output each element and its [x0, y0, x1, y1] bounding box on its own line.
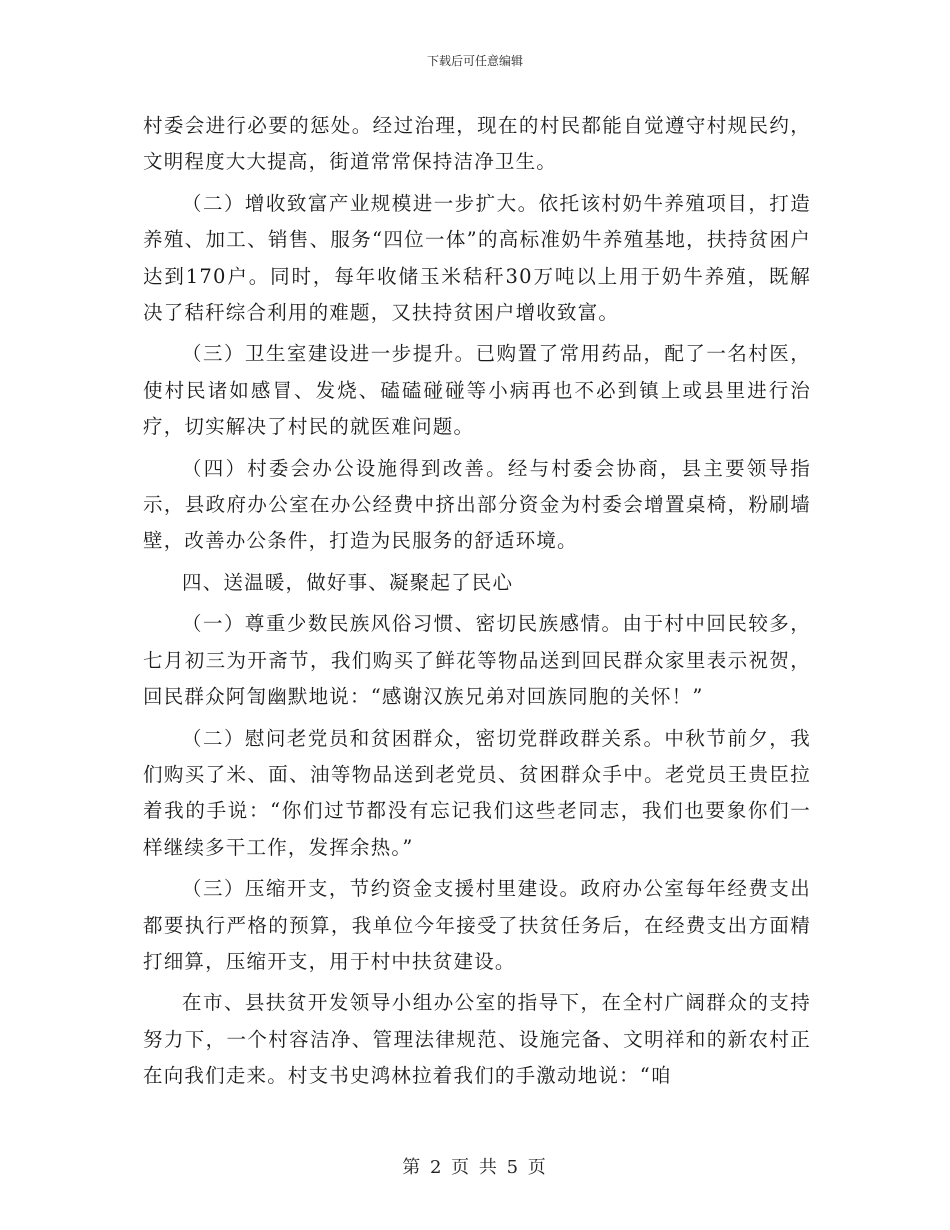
document-body	[143, 108, 811, 1100]
paragraph: 村委会进行必要的惩处。经过治理，现在的村民都能自觉遵守村规民约，文明程度大大提高，街道常常保持洁净卫生。	[143, 114, 811, 174]
paragraph: （四）村委会办公设施得到改善。经与村委会协商，县主要领导指示，县政府办公室在办公经费中挤出部分资金为村委会增置桌椅，粉刷墙壁，改善办公条件，打造为民服务的舒适环境。	[143, 456, 811, 553]
paragraph: （三）压缩开支，节约资金支援村里建设。政府办公室每年经费支出都要执行严格的预算，我单位今年接受了扶贫任务后，在经费支出方面精打细算，压缩开支，用于村中扶贫建设。	[143, 877, 811, 973]
page-number-footer: 第 2 页 共 5 页	[402, 1157, 548, 1178]
paragraph: 在市、县扶贫开发领导小组办公室的指导下，在全村广阔群众的支持努力下，一个村容洁净、管理法律规范、设施完备、文明祥和的新农村正在向我们走来。村支书史鸿林拉着我们的手激动地说：“咱	[143, 991, 811, 1088]
page-header-note: 下载后可任意编辑	[426, 54, 523, 68]
paragraph: （一）尊重少数民族风俗习惯、密切民族感情。由于村中回民较多，七月初三为开斋节，我们购买了鲜花等物品送到回民群众家里表示祝贺，回民群众阿訇幽默地说：“感谢汉族兄弟对回族同胞的关怀！”	[143, 612, 811, 709]
paragraph: （三）卫生室建设进一步提升。已购置了常用药品，配了一名村医，使村民诸如感冒、发烧、磕磕碰碰等小病再也不必到镇上或县里进行治疗，切实解决了村民的就医难问题。	[143, 342, 811, 439]
section-heading: 四、送温暖，做好事、凝聚起了民心	[182, 570, 514, 594]
paragraph: （二）增收致富产业规模进一步扩大。依托该村奶牛养殖项目，打造养殖、加工、销售、服务“四位一体”的高标准奶牛养殖基地，扶持贫困户达到170户。同时，每年收储玉米秸秆30万吨以上用于奶牛养殖，既解决了秸秆综合利用的难题，又扶持贫困户增收致富。	[143, 191, 811, 325]
paragraph: （二）慰问老党员和贫困群众，密切党群政群关系。中秋节前夕，我们购买了米、面、油等物品送到老党员、贫困群众手中。老党员王贵臣拉着我的手说：“你们过节都没有忘记我们这些老同志，我们也要象你们一样继续多干工作，发挥余热。”	[143, 726, 811, 859]
